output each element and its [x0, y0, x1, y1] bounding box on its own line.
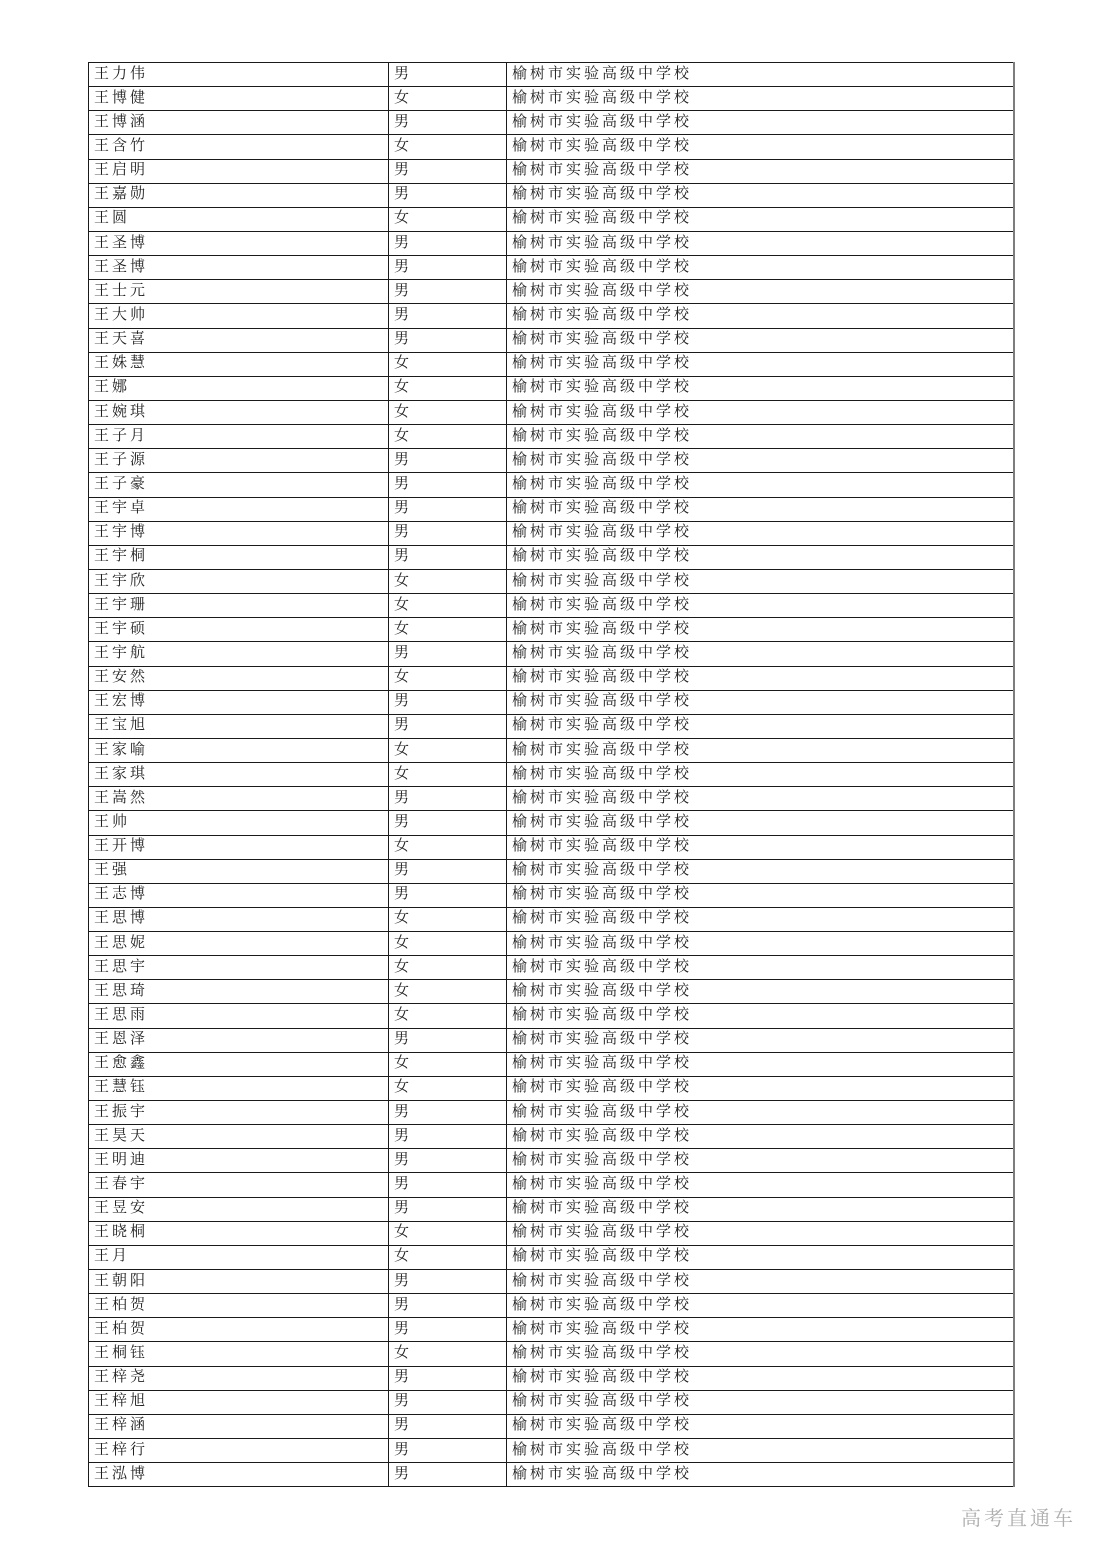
- name-cell: 王博涵: [89, 111, 389, 135]
- table-row: [89, 859, 1014, 883]
- school-cell: 榆树市实验高级中学校: [507, 1028, 1014, 1052]
- table-row: [89, 449, 1014, 473]
- name-cell: 王梓尧: [89, 1366, 389, 1390]
- school-cell: 榆树市实验高级中学校: [507, 1439, 1014, 1463]
- gender-cell: 女: [389, 1052, 507, 1076]
- student-roster-table: [88, 62, 1015, 1487]
- school-cell: 榆树市实验高级中学校: [507, 63, 1014, 87]
- gender-cell: 男: [389, 497, 507, 521]
- name-cell: 王思博: [89, 907, 389, 931]
- table-row: [89, 231, 1014, 255]
- table-row: [89, 87, 1014, 111]
- school-cell: 榆树市实验高级中学校: [507, 738, 1014, 762]
- name-cell: 王宇硕: [89, 618, 389, 642]
- name-cell: 王晓桐: [89, 1221, 389, 1245]
- table-row: [89, 207, 1014, 231]
- school-cell: 榆树市实验高级中学校: [507, 1004, 1014, 1028]
- name-cell: 王嵩然: [89, 787, 389, 811]
- table-row: [89, 400, 1014, 424]
- name-cell: 王圣博: [89, 256, 389, 280]
- school-cell: 榆树市实验高级中学校: [507, 859, 1014, 883]
- gender-cell: 男: [389, 787, 507, 811]
- gender-cell: 女: [389, 932, 507, 956]
- school-cell: 榆树市实验高级中学校: [507, 352, 1014, 376]
- school-cell: 榆树市实验高级中学校: [507, 956, 1014, 980]
- table-row: [89, 956, 1014, 980]
- name-cell: 王慧钰: [89, 1076, 389, 1100]
- name-cell: 王子月: [89, 425, 389, 449]
- name-cell: 王思宇: [89, 956, 389, 980]
- table-row: [89, 183, 1014, 207]
- name-cell: 王朝阳: [89, 1270, 389, 1294]
- gender-cell: 男: [389, 231, 507, 255]
- school-cell: 榆树市实验高级中学校: [507, 304, 1014, 328]
- table-row: [89, 304, 1014, 328]
- gender-cell: 男: [389, 859, 507, 883]
- school-cell: 榆树市实验高级中学校: [507, 1221, 1014, 1245]
- table-row: [89, 569, 1014, 593]
- name-cell: 王家喻: [89, 738, 389, 762]
- school-cell: 榆树市实验高级中学校: [507, 159, 1014, 183]
- name-cell: 王泓博: [89, 1463, 389, 1487]
- table-row: [89, 1125, 1014, 1149]
- gender-cell: 女: [389, 1245, 507, 1269]
- school-cell: 榆树市实验高级中学校: [507, 280, 1014, 304]
- school-cell: 榆树市实验高级中学校: [507, 231, 1014, 255]
- school-cell: 榆树市实验高级中学校: [507, 400, 1014, 424]
- gender-cell: 男: [389, 1463, 507, 1487]
- table-row: [89, 376, 1014, 400]
- school-cell: 榆树市实验高级中学校: [507, 473, 1014, 497]
- name-cell: 王帅: [89, 811, 389, 835]
- table-row: [89, 883, 1014, 907]
- gender-cell: 女: [389, 738, 507, 762]
- table-row: [89, 256, 1014, 280]
- gender-cell: 男: [389, 1439, 507, 1463]
- gender-cell: 男: [389, 473, 507, 497]
- gender-cell: 男: [389, 1101, 507, 1125]
- table-row: [89, 666, 1014, 690]
- table-row: [89, 1270, 1014, 1294]
- name-cell: 王启明: [89, 159, 389, 183]
- gender-cell: 男: [389, 1318, 507, 1342]
- table-row: [89, 642, 1014, 666]
- name-cell: 王士元: [89, 280, 389, 304]
- school-cell: 榆树市实验高级中学校: [507, 690, 1014, 714]
- name-cell: 王宏博: [89, 690, 389, 714]
- gender-cell: 男: [389, 328, 507, 352]
- school-cell: 榆树市实验高级中学校: [507, 883, 1014, 907]
- name-cell: 王振宇: [89, 1101, 389, 1125]
- gender-cell: 女: [389, 1004, 507, 1028]
- table-row: [89, 932, 1014, 956]
- school-cell: 榆树市实验高级中学校: [507, 907, 1014, 931]
- table-row: [89, 1052, 1014, 1076]
- gender-cell: 女: [389, 763, 507, 787]
- gender-cell: 女: [389, 1342, 507, 1366]
- table-row: [89, 618, 1014, 642]
- name-cell: 王梓涵: [89, 1414, 389, 1438]
- table-row: [89, 835, 1014, 859]
- table-row: [89, 1221, 1014, 1245]
- school-cell: 榆树市实验高级中学校: [507, 835, 1014, 859]
- name-cell: 王姝慧: [89, 352, 389, 376]
- name-cell: 王愈鑫: [89, 1052, 389, 1076]
- name-cell: 王柏贺: [89, 1318, 389, 1342]
- table-row: [89, 787, 1014, 811]
- name-cell: 王婉琪: [89, 400, 389, 424]
- gender-cell: 女: [389, 87, 507, 111]
- gender-cell: 男: [389, 521, 507, 545]
- gender-cell: 男: [389, 1197, 507, 1221]
- table-row: [89, 1149, 1014, 1173]
- gender-cell: 女: [389, 980, 507, 1004]
- name-cell: 王宇桐: [89, 545, 389, 569]
- table-row: [89, 111, 1014, 135]
- school-cell: 榆树市实验高级中学校: [507, 1414, 1014, 1438]
- gender-cell: 男: [389, 1366, 507, 1390]
- name-cell: 王娜: [89, 376, 389, 400]
- gender-cell: 女: [389, 569, 507, 593]
- table-row: [89, 521, 1014, 545]
- school-cell: 榆树市实验高级中学校: [507, 1173, 1014, 1197]
- gender-cell: 女: [389, 376, 507, 400]
- gender-cell: 男: [389, 642, 507, 666]
- school-cell: 榆树市实验高级中学校: [507, 1366, 1014, 1390]
- gender-cell: 女: [389, 1221, 507, 1245]
- name-cell: 王月: [89, 1245, 389, 1269]
- school-cell: 榆树市实验高级中学校: [507, 980, 1014, 1004]
- gender-cell: 女: [389, 400, 507, 424]
- name-cell: 王子豪: [89, 473, 389, 497]
- name-cell: 王昱安: [89, 1197, 389, 1221]
- school-cell: 榆树市实验高级中学校: [507, 1125, 1014, 1149]
- name-cell: 王桐钰: [89, 1342, 389, 1366]
- table-row: [89, 907, 1014, 931]
- school-cell: 榆树市实验高级中学校: [507, 569, 1014, 593]
- school-cell: 榆树市实验高级中学校: [507, 1149, 1014, 1173]
- table-row: [89, 594, 1014, 618]
- school-cell: 榆树市实验高级中学校: [507, 787, 1014, 811]
- school-cell: 榆树市实验高级中学校: [507, 1342, 1014, 1366]
- school-cell: 榆树市实验高级中学校: [507, 497, 1014, 521]
- gender-cell: 男: [389, 811, 507, 835]
- name-cell: 王梓旭: [89, 1390, 389, 1414]
- name-cell: 王柏贺: [89, 1294, 389, 1318]
- school-cell: 榆树市实验高级中学校: [507, 111, 1014, 135]
- gender-cell: 男: [389, 883, 507, 907]
- table-row: [89, 1463, 1014, 1487]
- school-cell: 榆树市实验高级中学校: [507, 1052, 1014, 1076]
- gender-cell: 男: [389, 63, 507, 87]
- table-row: [89, 738, 1014, 762]
- school-cell: 榆树市实验高级中学校: [507, 1390, 1014, 1414]
- school-cell: 榆树市实验高级中学校: [507, 1245, 1014, 1269]
- table-row: [89, 714, 1014, 738]
- gender-cell: 男: [389, 1149, 507, 1173]
- gender-cell: 男: [389, 111, 507, 135]
- gender-cell: 男: [389, 1414, 507, 1438]
- table-row: [89, 763, 1014, 787]
- school-cell: 榆树市实验高级中学校: [507, 618, 1014, 642]
- name-cell: 王思琦: [89, 980, 389, 1004]
- school-cell: 榆树市实验高级中学校: [507, 1076, 1014, 1100]
- table-row: [89, 690, 1014, 714]
- table-row: [89, 1366, 1014, 1390]
- gender-cell: 男: [389, 1173, 507, 1197]
- table-row: [89, 159, 1014, 183]
- name-cell: 王宇航: [89, 642, 389, 666]
- name-cell: 王明迪: [89, 1149, 389, 1173]
- school-cell: 榆树市实验高级中学校: [507, 207, 1014, 231]
- school-cell: 榆树市实验高级中学校: [507, 256, 1014, 280]
- school-cell: 榆树市实验高级中学校: [507, 1101, 1014, 1125]
- table-row: [89, 135, 1014, 159]
- table-row: [89, 1197, 1014, 1221]
- name-cell: 王博健: [89, 87, 389, 111]
- gender-cell: 女: [389, 425, 507, 449]
- name-cell: 王含竹: [89, 135, 389, 159]
- gender-cell: 女: [389, 618, 507, 642]
- gender-cell: 男: [389, 280, 507, 304]
- table-row: [89, 1439, 1014, 1463]
- school-cell: 榆树市实验高级中学校: [507, 811, 1014, 835]
- school-cell: 榆树市实验高级中学校: [507, 1463, 1014, 1487]
- name-cell: 王恩泽: [89, 1028, 389, 1052]
- school-cell: 榆树市实验高级中学校: [507, 714, 1014, 738]
- school-cell: 榆树市实验高级中学校: [507, 545, 1014, 569]
- gender-cell: 女: [389, 666, 507, 690]
- gender-cell: 男: [389, 304, 507, 328]
- name-cell: 王圆: [89, 207, 389, 231]
- gender-cell: 女: [389, 835, 507, 859]
- name-cell: 王昊天: [89, 1125, 389, 1149]
- table-row: [89, 1101, 1014, 1125]
- school-cell: 榆树市实验高级中学校: [507, 763, 1014, 787]
- table-row: [89, 1004, 1014, 1028]
- name-cell: 王宇珊: [89, 594, 389, 618]
- gender-cell: 女: [389, 594, 507, 618]
- school-cell: 榆树市实验高级中学校: [507, 1294, 1014, 1318]
- name-cell: 王力伟: [89, 63, 389, 87]
- gender-cell: 男: [389, 159, 507, 183]
- table-row: [89, 1342, 1014, 1366]
- table-row: [89, 352, 1014, 376]
- table-row: [89, 1390, 1014, 1414]
- table-body: [89, 63, 1014, 1487]
- table-row: [89, 1173, 1014, 1197]
- gender-cell: 男: [389, 1028, 507, 1052]
- gender-cell: 男: [389, 690, 507, 714]
- table-row: [89, 545, 1014, 569]
- name-cell: 王开博: [89, 835, 389, 859]
- school-cell: 榆树市实验高级中学校: [507, 135, 1014, 159]
- school-cell: 榆树市实验高级中学校: [507, 594, 1014, 618]
- name-cell: 王嘉勋: [89, 183, 389, 207]
- gender-cell: 男: [389, 256, 507, 280]
- name-cell: 王思雨: [89, 1004, 389, 1028]
- name-cell: 王宇博: [89, 521, 389, 545]
- school-cell: 榆树市实验高级中学校: [507, 87, 1014, 111]
- table-row: [89, 280, 1014, 304]
- school-cell: 榆树市实验高级中学校: [507, 642, 1014, 666]
- name-cell: 王梓行: [89, 1439, 389, 1463]
- gender-cell: 女: [389, 907, 507, 931]
- school-cell: 榆树市实验高级中学校: [507, 521, 1014, 545]
- school-cell: 榆树市实验高级中学校: [507, 449, 1014, 473]
- gender-cell: 男: [389, 545, 507, 569]
- table-row: [89, 63, 1014, 87]
- table-row: [89, 980, 1014, 1004]
- table-row: [89, 1028, 1014, 1052]
- name-cell: 王天喜: [89, 328, 389, 352]
- name-cell: 王宝旭: [89, 714, 389, 738]
- school-cell: 榆树市实验高级中学校: [507, 666, 1014, 690]
- gender-cell: 女: [389, 207, 507, 231]
- gender-cell: 女: [389, 135, 507, 159]
- gender-cell: 男: [389, 183, 507, 207]
- gender-cell: 男: [389, 1294, 507, 1318]
- name-cell: 王春宇: [89, 1173, 389, 1197]
- name-cell: 王安然: [89, 666, 389, 690]
- table-row: [89, 328, 1014, 352]
- name-cell: 王思妮: [89, 932, 389, 956]
- name-cell: 王子源: [89, 449, 389, 473]
- table-row: [89, 497, 1014, 521]
- table-row: [89, 473, 1014, 497]
- school-cell: 榆树市实验高级中学校: [507, 425, 1014, 449]
- watermark-text: 高考直通车: [961, 1508, 1076, 1530]
- table-row: [89, 1414, 1014, 1438]
- school-cell: 榆树市实验高级中学校: [507, 932, 1014, 956]
- table-row: [89, 1294, 1014, 1318]
- school-cell: 榆树市实验高级中学校: [507, 328, 1014, 352]
- gender-cell: 女: [389, 352, 507, 376]
- school-cell: 榆树市实验高级中学校: [507, 1270, 1014, 1294]
- name-cell: 王家琪: [89, 763, 389, 787]
- gender-cell: 女: [389, 956, 507, 980]
- name-cell: 王宇欣: [89, 569, 389, 593]
- gender-cell: 男: [389, 449, 507, 473]
- school-cell: 榆树市实验高级中学校: [507, 1197, 1014, 1221]
- name-cell: 王志博: [89, 883, 389, 907]
- gender-cell: 男: [389, 1270, 507, 1294]
- name-cell: 王圣博: [89, 231, 389, 255]
- table-row: [89, 811, 1014, 835]
- gender-cell: 男: [389, 1125, 507, 1149]
- gender-cell: 男: [389, 714, 507, 738]
- table-row: [89, 1076, 1014, 1100]
- name-cell: 王宇卓: [89, 497, 389, 521]
- table-row: [89, 1245, 1014, 1269]
- school-cell: 榆树市实验高级中学校: [507, 1318, 1014, 1342]
- gender-cell: 男: [389, 1390, 507, 1414]
- name-cell: 王强: [89, 859, 389, 883]
- name-cell: 王大帅: [89, 304, 389, 328]
- table-row: [89, 1318, 1014, 1342]
- gender-cell: 女: [389, 1076, 507, 1100]
- school-cell: 榆树市实验高级中学校: [507, 183, 1014, 207]
- school-cell: 榆树市实验高级中学校: [507, 376, 1014, 400]
- table-row: [89, 425, 1014, 449]
